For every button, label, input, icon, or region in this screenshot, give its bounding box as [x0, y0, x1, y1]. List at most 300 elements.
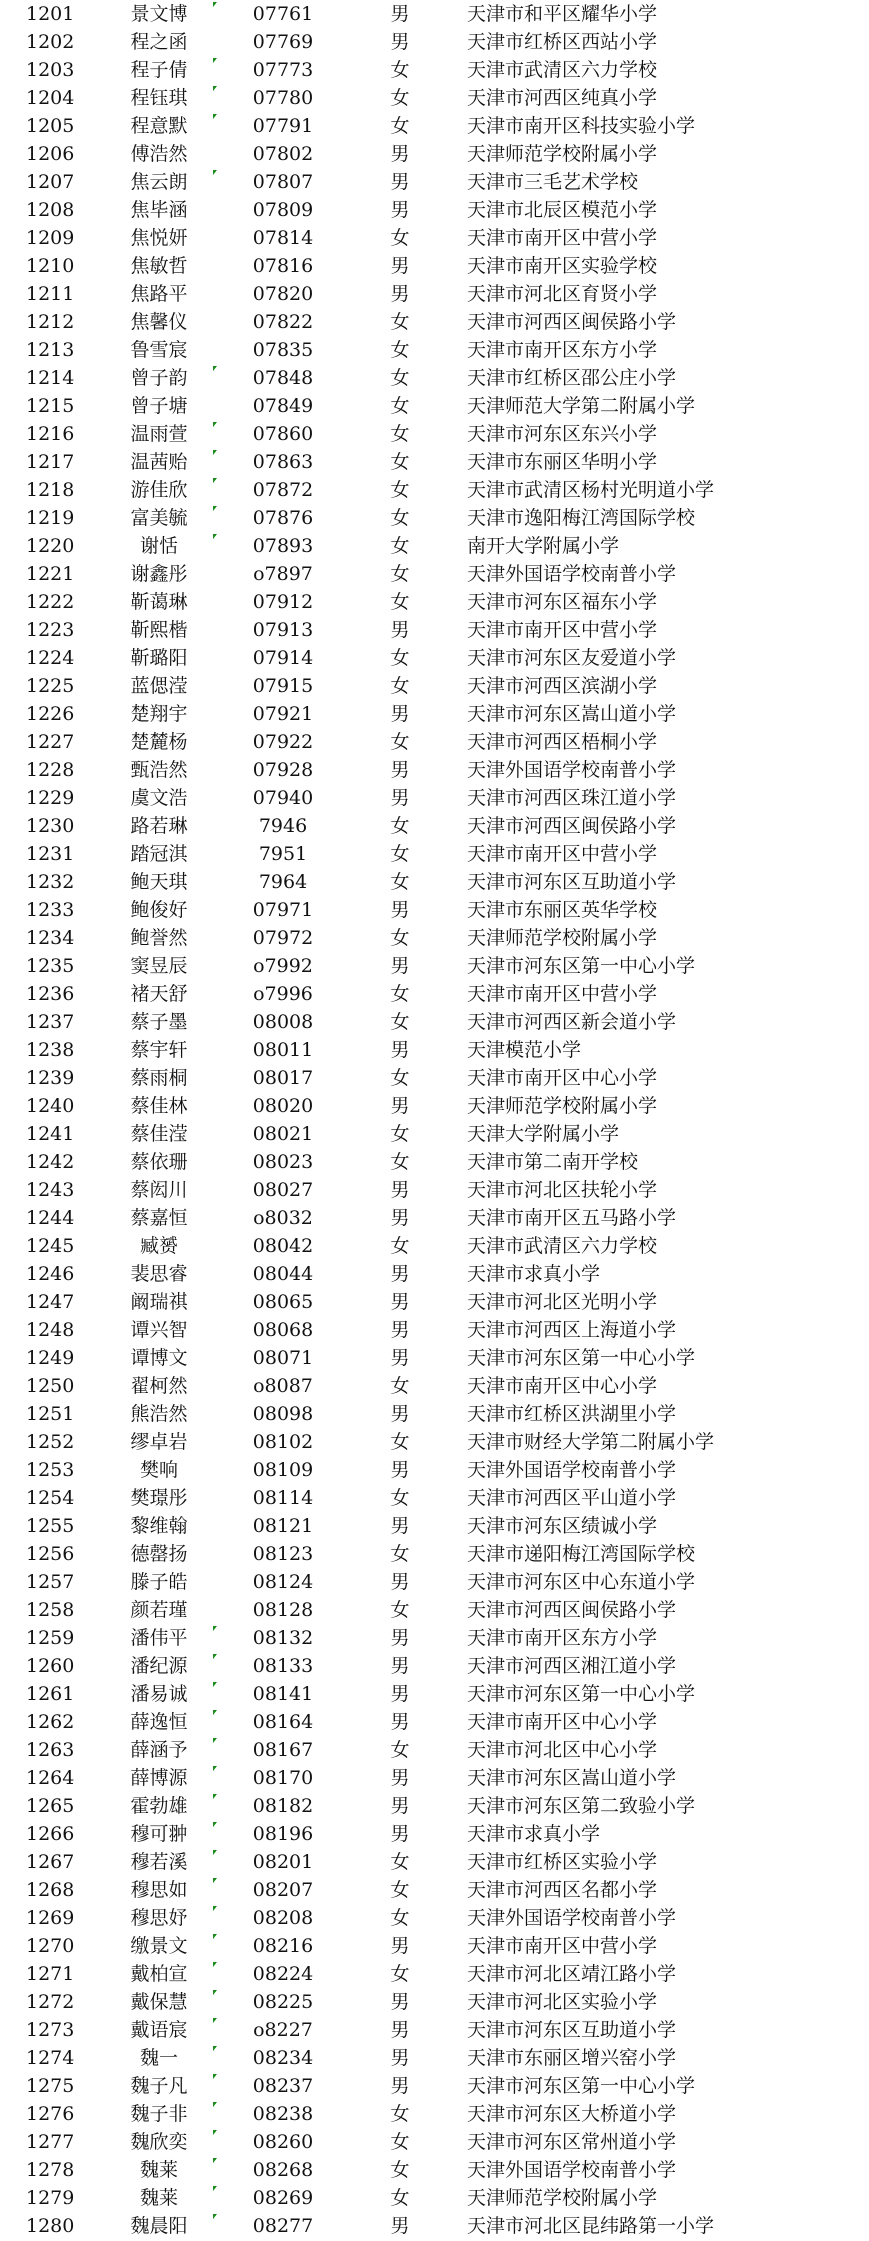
gender-cell: 女 — [390, 1151, 410, 1173]
student-id-cell: 08277 — [252, 2215, 314, 2237]
row-number-cell: 1208 — [26, 199, 75, 221]
student-id-cell: 08132 — [252, 1627, 314, 1649]
student-name-cell: 樊响 — [139, 1459, 178, 1481]
student-name-cell: 鲁雪宸 — [130, 339, 188, 361]
gender-cell: 男 — [390, 1515, 410, 1537]
student-id-cell: 08133 — [252, 1655, 314, 1677]
gender-cell: 男 — [390, 3, 410, 25]
table-row — [0, 1260, 869, 1288]
gender-cell: 女 — [390, 367, 410, 389]
table-row — [0, 392, 869, 420]
table-row — [0, 1904, 869, 1932]
student-id-cell: 08011 — [252, 1039, 314, 1061]
gender-cell: 男 — [390, 2075, 410, 2097]
row-number-cell: 1265 — [26, 1795, 75, 1817]
student-id-cell: 07971 — [252, 899, 314, 921]
student-name-cell: 傅浩然 — [130, 143, 188, 165]
table-row — [0, 2184, 869, 2212]
table-row — [0, 56, 869, 84]
student-id-cell: 07780 — [252, 87, 314, 109]
table-row — [0, 1792, 869, 1820]
school-name-cell: 天津市河西区上海道小学 — [467, 1319, 677, 1341]
cell-flag-marker-icon — [213, 114, 217, 119]
table-row — [0, 812, 869, 840]
student-name-cell: 焦敏哲 — [130, 255, 188, 277]
table-row — [0, 1736, 869, 1764]
gender-cell: 女 — [390, 2159, 410, 2181]
cell-flag-marker-icon — [213, 1822, 217, 1827]
gender-cell: 女 — [390, 1431, 410, 1453]
gender-cell: 女 — [390, 2103, 410, 2125]
student-id-cell: 07791 — [252, 115, 314, 137]
row-number-cell: 1259 — [26, 1627, 75, 1649]
row-number-cell: 1243 — [26, 1179, 75, 1201]
table-row — [0, 1484, 869, 1512]
table-row — [0, 868, 869, 896]
gender-cell: 女 — [390, 227, 410, 249]
gender-cell: 女 — [390, 1487, 410, 1509]
school-name-cell: 天津市河西区平山道小学 — [467, 1487, 677, 1509]
student-id-cell: 07773 — [252, 59, 314, 81]
row-number-cell: 1229 — [26, 787, 75, 809]
table-row — [0, 1540, 869, 1568]
student-name-cell: 魏一 — [139, 2047, 178, 2069]
school-name-cell: 天津市南开区东方小学 — [467, 1627, 658, 1649]
student-id-cell: 08068 — [252, 1319, 314, 1341]
gender-cell: 男 — [390, 955, 410, 977]
student-id-cell: 07802 — [252, 143, 314, 165]
student-id-cell: 08237 — [252, 2075, 314, 2097]
student-name-cell: 缴景文 — [130, 1935, 188, 1957]
row-number-cell: 1215 — [26, 395, 75, 417]
school-name-cell: 天津市河西区闽侯路小学 — [467, 815, 677, 837]
school-name-cell: 天津市河西区新会道小学 — [467, 1011, 677, 1033]
gender-cell: 男 — [390, 171, 410, 193]
school-name-cell: 天津师范学校附属小学 — [467, 927, 658, 949]
student-name-cell: 蔡雨桐 — [130, 1067, 188, 1089]
row-number-cell: 1209 — [26, 227, 75, 249]
row-number-cell: 1231 — [26, 843, 75, 865]
school-name-cell: 天津市河北区育贤小学 — [467, 283, 658, 305]
row-number-cell: 1220 — [26, 535, 75, 557]
school-name-cell: 天津市河北区扶轮小学 — [467, 1179, 658, 1201]
gender-cell: 女 — [390, 731, 410, 753]
school-name-cell: 天津市河东区第一中心小学 — [467, 1347, 696, 1369]
student-id-cell: 08121 — [252, 1515, 314, 1537]
row-number-cell: 1256 — [26, 1543, 75, 1565]
student-name-cell: 褚天舒 — [130, 983, 188, 1005]
student-id-cell: 08027 — [252, 1179, 314, 1201]
school-name-cell: 天津市河东区互助道小学 — [467, 871, 677, 893]
table-row — [0, 84, 869, 112]
gender-cell: 男 — [390, 1711, 410, 1733]
student-id-cell: 08102 — [252, 1431, 314, 1453]
table-row — [0, 1400, 869, 1428]
student-name-cell: 缪卓岩 — [130, 1431, 188, 1453]
gender-cell: 女 — [390, 927, 410, 949]
gender-cell: 男 — [390, 1459, 410, 1481]
student-id-cell: 08201 — [252, 1851, 314, 1873]
cell-flag-marker-icon — [213, 1766, 217, 1771]
row-number-cell: 1274 — [26, 2047, 75, 2069]
gender-cell: 女 — [390, 2131, 410, 2153]
row-number-cell: 1227 — [26, 731, 75, 753]
gender-cell: 女 — [390, 535, 410, 557]
student-id-cell: 08017 — [252, 1067, 314, 1089]
student-name-cell: 虞文浩 — [130, 787, 188, 809]
school-name-cell: 天津市河西区珠江道小学 — [467, 787, 677, 809]
table-row — [0, 140, 869, 168]
student-name-cell: 楚翔宇 — [130, 703, 188, 725]
student-id-cell: 07809 — [252, 199, 314, 221]
table-row — [0, 1820, 869, 1848]
student-name-cell: 蔡佳滢 — [130, 1123, 188, 1145]
table-row — [0, 756, 869, 784]
table-row — [0, 280, 869, 308]
table-row — [0, 1204, 869, 1232]
student-id-cell: 07863 — [252, 451, 314, 473]
student-name-cell: 温茜贻 — [130, 451, 188, 473]
cell-flag-marker-icon — [213, 1934, 217, 1939]
row-number-cell: 1246 — [26, 1263, 75, 1285]
student-name-cell: 蔡依珊 — [130, 1151, 188, 1173]
school-name-cell: 天津市河东区中心东道小学 — [467, 1571, 696, 1593]
row-number-cell: 1258 — [26, 1599, 75, 1621]
row-number-cell: 1242 — [26, 1151, 75, 1173]
table-row — [0, 588, 869, 616]
student-name-cell: 窦昱辰 — [130, 955, 188, 977]
gender-cell: 男 — [390, 1207, 410, 1229]
table-row — [0, 840, 869, 868]
school-name-cell: 天津市武清区杨村光明道小学 — [467, 479, 715, 501]
student-id-cell: 08268 — [252, 2159, 314, 2181]
student-name-cell: 谢鑫彤 — [130, 563, 188, 585]
school-name-cell: 天津市南开区科技实验小学 — [467, 115, 696, 137]
student-id-cell: 08021 — [252, 1123, 314, 1145]
row-number-cell: 1260 — [26, 1655, 75, 1677]
row-number-cell: 1277 — [26, 2131, 75, 2153]
student-name-cell: 靳熙楷 — [130, 619, 188, 641]
table-row — [0, 1596, 869, 1624]
student-name-cell: 戴语宸 — [130, 2019, 188, 2041]
table-row — [0, 1036, 869, 1064]
gender-cell: 女 — [390, 983, 410, 1005]
school-name-cell: 天津市河北区光明小学 — [467, 1291, 658, 1313]
row-number-cell: 1264 — [26, 1767, 75, 1789]
school-name-cell: 天津市南开区中营小学 — [467, 983, 658, 1005]
student-name-cell: 程意默 — [130, 115, 188, 137]
cell-flag-marker-icon — [213, 2018, 217, 2023]
row-number-cell: 1218 — [26, 479, 75, 501]
student-name-cell: 魏欣奕 — [130, 2131, 188, 2153]
table-row — [0, 1120, 869, 1148]
school-name-cell: 天津市河东区嵩山道小学 — [467, 703, 677, 725]
student-name-cell: 鲍誉然 — [130, 927, 188, 949]
cell-flag-marker-icon — [213, 1738, 217, 1743]
student-id-cell: 07872 — [252, 479, 314, 501]
student-name-cell: 潘纪源 — [130, 1655, 188, 1677]
student-id-cell: 08044 — [252, 1263, 314, 1285]
gender-cell: 男 — [390, 787, 410, 809]
school-name-cell: 天津师范大学第二附属小学 — [467, 395, 696, 417]
table-row — [0, 1148, 869, 1176]
row-number-cell: 1271 — [26, 1963, 75, 1985]
cell-flag-marker-icon — [213, 366, 217, 371]
student-name-cell: 穆思妤 — [130, 1907, 188, 1929]
school-name-cell: 天津市东丽区增兴窑小学 — [467, 2047, 677, 2069]
gender-cell: 女 — [390, 311, 410, 333]
student-id-cell: 08208 — [252, 1907, 314, 1929]
row-number-cell: 1223 — [26, 619, 75, 641]
student-id-cell: 08224 — [252, 1963, 314, 1985]
student-name-cell: 戴保慧 — [130, 1991, 188, 2013]
cell-flag-marker-icon — [213, 2074, 217, 2079]
student-name-cell: 潘伟平 — [130, 1627, 188, 1649]
row-number-cell: 1222 — [26, 591, 75, 613]
cell-flag-marker-icon — [213, 2102, 217, 2107]
school-name-cell: 天津市河北区中心小学 — [467, 1739, 658, 1761]
student-name-cell: 谢恬 — [139, 535, 178, 557]
row-number-cell: 1269 — [26, 1907, 75, 1929]
student-name-cell: 鲍俊好 — [130, 899, 188, 921]
student-id-cell: 08234 — [252, 2047, 314, 2069]
cell-flag-marker-icon — [213, 1878, 217, 1883]
student-name-cell: 穆若溪 — [130, 1851, 188, 1873]
student-id-cell: 07928 — [252, 759, 314, 781]
row-number-cell: 1253 — [26, 1459, 75, 1481]
student-name-cell: 蔡佳林 — [130, 1095, 188, 1117]
table-row — [0, 784, 869, 812]
student-name-cell: 颜若瑾 — [130, 1599, 188, 1621]
cell-flag-marker-icon — [213, 450, 217, 455]
row-number-cell: 1270 — [26, 1935, 75, 1957]
student-name-cell: 程钰琪 — [130, 87, 188, 109]
row-number-cell: 1261 — [26, 1683, 75, 1705]
gender-cell: 男 — [390, 1935, 410, 1957]
student-id-cell: 07822 — [252, 311, 314, 333]
student-id-cell: 07972 — [252, 927, 314, 949]
student-name-cell: 踏冠淇 — [130, 843, 188, 865]
gender-cell: 男 — [390, 759, 410, 781]
row-number-cell: 1248 — [26, 1319, 75, 1341]
row-number-cell: 1203 — [26, 59, 75, 81]
student-name-cell: 景文博 — [130, 3, 188, 25]
school-name-cell: 天津外国语学校南普小学 — [467, 2159, 677, 2181]
row-number-cell: 1263 — [26, 1739, 75, 1761]
row-number-cell: 1249 — [26, 1347, 75, 1369]
row-number-cell: 1216 — [26, 423, 75, 445]
student-name-cell: 焦悦妍 — [130, 227, 188, 249]
school-name-cell: 天津市河东区友爱道小学 — [467, 647, 677, 669]
student-id-cell: 07835 — [252, 339, 314, 361]
student-name-cell: 焦馨仪 — [130, 311, 188, 333]
school-name-cell: 天津市求真小学 — [467, 1823, 601, 1845]
student-name-cell: 曾子塘 — [130, 395, 188, 417]
gender-cell: 男 — [390, 2047, 410, 2069]
student-id-cell: 08124 — [252, 1571, 314, 1593]
school-name-cell: 天津市红桥区洪湖里小学 — [467, 1403, 677, 1425]
student-name-cell: 靳璐阳 — [130, 647, 188, 669]
table-row — [0, 1428, 869, 1456]
row-number-cell: 1238 — [26, 1039, 75, 1061]
table-row — [0, 1344, 869, 1372]
cell-flag-marker-icon — [213, 58, 217, 63]
student-name-cell: 蔡嘉恒 — [130, 1207, 188, 1229]
table-row — [0, 28, 869, 56]
school-name-cell: 天津市求真小学 — [467, 1263, 601, 1285]
school-name-cell: 天津市河西区闽侯路小学 — [467, 311, 677, 333]
cell-flag-marker-icon — [213, 1710, 217, 1715]
table-row — [0, 1624, 869, 1652]
table-row — [0, 1876, 869, 1904]
table-row — [0, 1176, 869, 1204]
row-number-cell: 1278 — [26, 2159, 75, 2181]
cell-flag-marker-icon — [213, 2046, 217, 2051]
table-row — [0, 672, 869, 700]
student-name-cell: 游佳欣 — [130, 479, 188, 501]
table-row — [0, 1008, 869, 1036]
gender-cell: 男 — [390, 1571, 410, 1593]
gender-cell: 女 — [390, 871, 410, 893]
student-id-cell: 08114 — [252, 1487, 314, 1509]
gender-cell: 男 — [390, 1039, 410, 1061]
student-id-cell: 08020 — [252, 1095, 314, 1117]
table-row — [0, 2016, 869, 2044]
gender-cell: 男 — [390, 1683, 410, 1705]
school-name-cell: 天津市河西区纯真小学 — [467, 87, 658, 109]
row-number-cell: 1240 — [26, 1095, 75, 1117]
table-row — [0, 1652, 869, 1680]
school-name-cell: 天津师范学校附属小学 — [467, 1095, 658, 1117]
student-name-cell: 阚瑞祺 — [130, 1291, 188, 1313]
table-row — [0, 1232, 869, 1260]
student-name-cell: 程子倩 — [130, 59, 188, 81]
row-number-cell: 1213 — [26, 339, 75, 361]
student-id-cell: 08164 — [252, 1711, 314, 1733]
student-id-cell: 7964 — [258, 871, 308, 893]
student-name-cell: 熊浩然 — [130, 1403, 188, 1425]
table-row — [0, 644, 869, 672]
student-name-cell: 薛博源 — [130, 1767, 188, 1789]
row-number-cell: 1232 — [26, 871, 75, 893]
school-name-cell: 天津大学附属小学 — [467, 1123, 620, 1145]
student-id-cell: 07814 — [252, 227, 314, 249]
cell-flag-marker-icon — [213, 86, 217, 91]
cell-flag-marker-icon — [213, 1906, 217, 1911]
school-name-cell: 天津市三毛艺术学校 — [467, 171, 639, 193]
row-number-cell: 1254 — [26, 1487, 75, 1509]
table-row — [0, 700, 869, 728]
student-id-cell: 07849 — [252, 395, 314, 417]
table-row — [0, 476, 869, 504]
school-name-cell: 南开大学附属小学 — [467, 535, 620, 557]
gender-cell: 女 — [390, 647, 410, 669]
cell-flag-marker-icon — [213, 1794, 217, 1799]
school-name-cell: 天津市南开区中营小学 — [467, 227, 658, 249]
cell-flag-marker-icon — [213, 1962, 217, 1967]
student-id-cell: 07876 — [252, 507, 314, 529]
school-name-cell: 天津市和平区耀华小学 — [467, 3, 658, 25]
gender-cell: 女 — [390, 591, 410, 613]
student-name-cell: 富美毓 — [130, 507, 188, 529]
student-name-cell: 薛逸恒 — [130, 1711, 188, 1733]
gender-cell: 男 — [390, 1095, 410, 1117]
table-row — [0, 2156, 869, 2184]
school-name-cell: 天津外国语学校南普小学 — [467, 759, 677, 781]
row-number-cell: 1262 — [26, 1711, 75, 1733]
table-row — [0, 1680, 869, 1708]
gender-cell: 男 — [390, 2215, 410, 2237]
school-name-cell: 天津师范学校附属小学 — [467, 2187, 658, 2209]
student-name-cell: 翟柯然 — [130, 1375, 188, 1397]
student-name-cell: 穆可翀 — [130, 1823, 188, 1845]
student-id-cell: 07761 — [252, 3, 314, 25]
student-id-cell: 07914 — [252, 647, 314, 669]
row-number-cell: 1211 — [26, 283, 75, 305]
school-name-cell: 天津模范小学 — [467, 1039, 582, 1061]
student-id-cell: 08260 — [252, 2131, 314, 2153]
gender-cell: 女 — [390, 1907, 410, 1929]
cell-flag-marker-icon — [213, 2, 217, 7]
cell-flag-marker-icon — [213, 2130, 217, 2135]
student-name-cell: 温雨萱 — [130, 423, 188, 445]
row-number-cell: 1214 — [26, 367, 75, 389]
student-id-cell: 08065 — [252, 1291, 314, 1313]
school-name-cell: 天津市红桥区邵公庄小学 — [467, 367, 677, 389]
student-id-cell: 08216 — [252, 1935, 314, 1957]
school-name-cell: 天津市河东区福东小学 — [467, 591, 658, 613]
gender-cell: 男 — [390, 255, 410, 277]
row-number-cell: 1217 — [26, 451, 75, 473]
table-row — [0, 112, 869, 140]
gender-cell: 男 — [390, 619, 410, 641]
student-name-cell: 蔡闳川 — [130, 1179, 188, 1201]
student-id-cell: 08269 — [252, 2187, 314, 2209]
table-row — [0, 168, 869, 196]
row-number-cell: 1275 — [26, 2075, 75, 2097]
student-name-cell: 谭兴智 — [130, 1319, 188, 1341]
student-name-cell: 鲍天琪 — [130, 871, 188, 893]
table-row — [0, 980, 869, 1008]
gender-cell: 女 — [390, 1963, 410, 1985]
gender-cell: 女 — [390, 1011, 410, 1033]
student-name-cell: 黎维翰 — [130, 1515, 188, 1537]
school-name-cell: 天津市武清区六力学校 — [467, 1235, 658, 1257]
student-id-cell: 07922 — [252, 731, 314, 753]
gender-cell: 男 — [390, 1403, 410, 1425]
table-row — [0, 616, 869, 644]
row-number-cell: 1257 — [26, 1571, 75, 1593]
row-number-cell: 1224 — [26, 647, 75, 669]
school-name-cell: 天津市北辰区模范小学 — [467, 199, 658, 221]
student-name-cell: 程之函 — [130, 31, 188, 53]
school-name-cell: 天津市河东区第二致验小学 — [467, 1795, 696, 1817]
student-id-cell: o8087 — [253, 1375, 313, 1397]
cell-flag-marker-icon — [213, 1654, 217, 1659]
school-name-cell: 天津市河东区嵩山道小学 — [467, 1767, 677, 1789]
school-name-cell: 天津市东丽区英华学校 — [467, 899, 658, 921]
school-name-cell: 天津市河东区第一中心小学 — [467, 955, 696, 977]
student-name-cell: 德罄扬 — [130, 1543, 188, 1565]
row-number-cell: 1276 — [26, 2103, 75, 2125]
row-number-cell: 1204 — [26, 87, 75, 109]
row-number-cell: 1226 — [26, 703, 75, 725]
table-row — [0, 1512, 869, 1540]
table-row — [0, 2212, 869, 2240]
table-row — [0, 1568, 869, 1596]
student-id-cell: 08196 — [252, 1823, 314, 1845]
gender-cell: 女 — [390, 563, 410, 585]
